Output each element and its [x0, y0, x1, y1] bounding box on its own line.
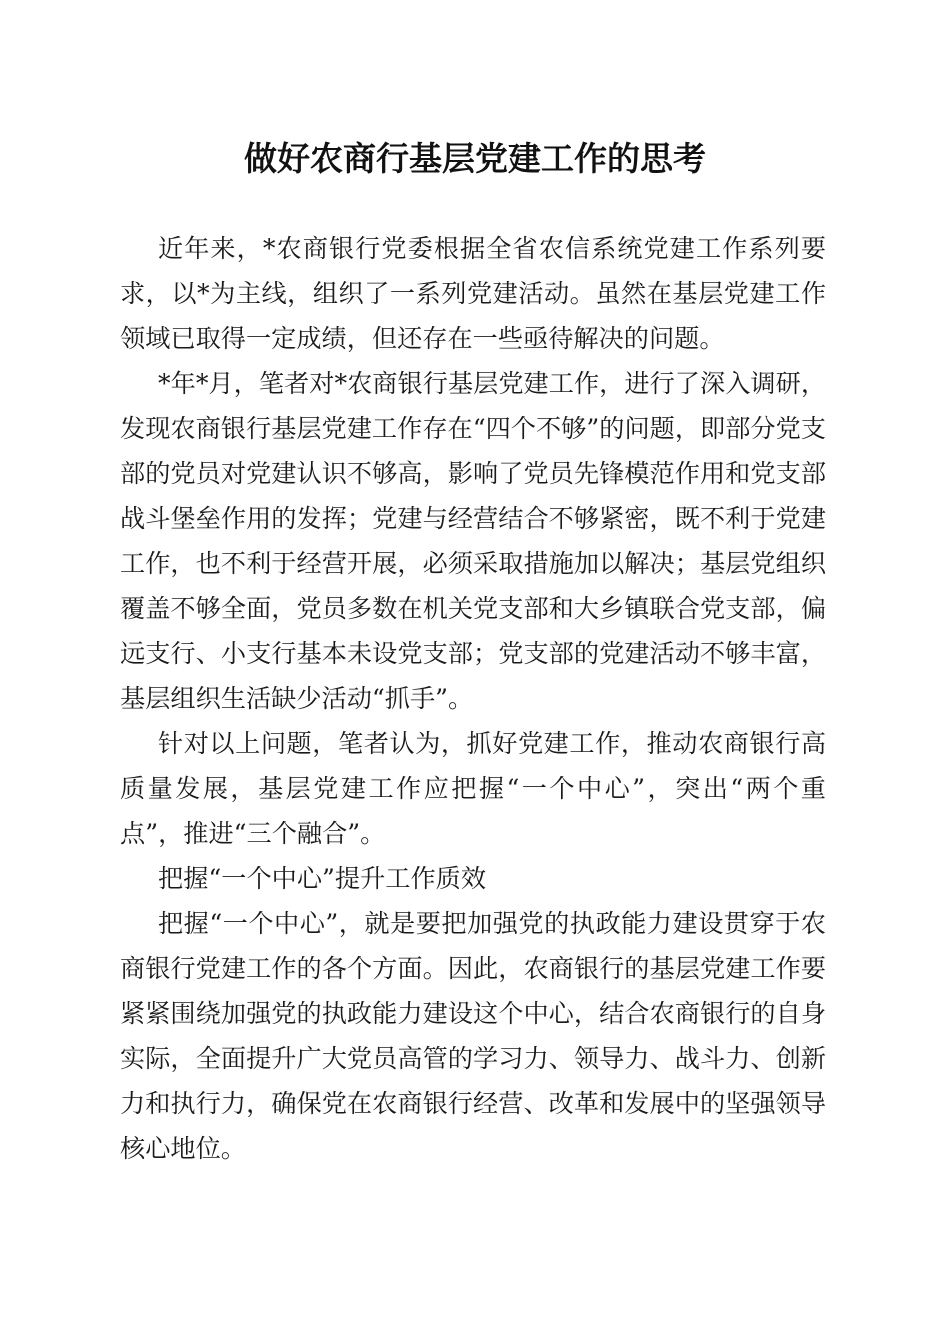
document-body	[120, 226, 826, 1171]
paragraph-problems: *年*月，笔者对*农商银行基层党建工作，进行了深入调研，发现农商银行基层党建工作存在“四个不够”的问题，即部分党支部的党员对党建认识不够高，影响了党员先锋模范作用和党支部战斗堡垒作用的发挥；党建与经营结合不够紧密，既不利于党建工作，也不利于经营开展，必须采取措施加以解决；基层党组织覆盖不够全面，党员多数在机关党支部和大乡镇联合党支部，偏远支行、小支行基本未设党支部；党支部的党建活动不够丰富，基层组织生活缺少活动“抓手”。	[120, 369, 826, 713]
section-heading: 把握“一个中心”提升工作质效	[158, 864, 487, 893]
paragraph-solution: 针对以上问题，笔者认为，抓好党建工作，推动农商银行高质量发展，基层党建工作应把握“一个中心”，突出“两个重点”，推进“三个融合”。	[120, 729, 826, 848]
paragraph-intro: 近年来，*农商银行党委根据全省农信系统党建工作系列要求，以*为主线，组织了一系列党建活动。虽然在基层党建工作领域已取得一定成绩，但还存在一些亟待解决的问题。	[120, 234, 826, 353]
paragraph-one-center: 把握“一个中心”，就是要把加强党的执政能力建设贯穿于农商银行党建工作的各个方面。因此，农商银行的基层党建工作要紧紧围绕加强党的执政能力建设这个中心，结合农商银行的自身实际，全面提升广大党员高管的学习力、领导力、战斗力、创新力和执行力，确保党在农商银行经营、改革和发展中的坚强领导核心地位。	[120, 909, 826, 1163]
document-title: 做好农商行基层党建工作的思考	[244, 139, 706, 178]
